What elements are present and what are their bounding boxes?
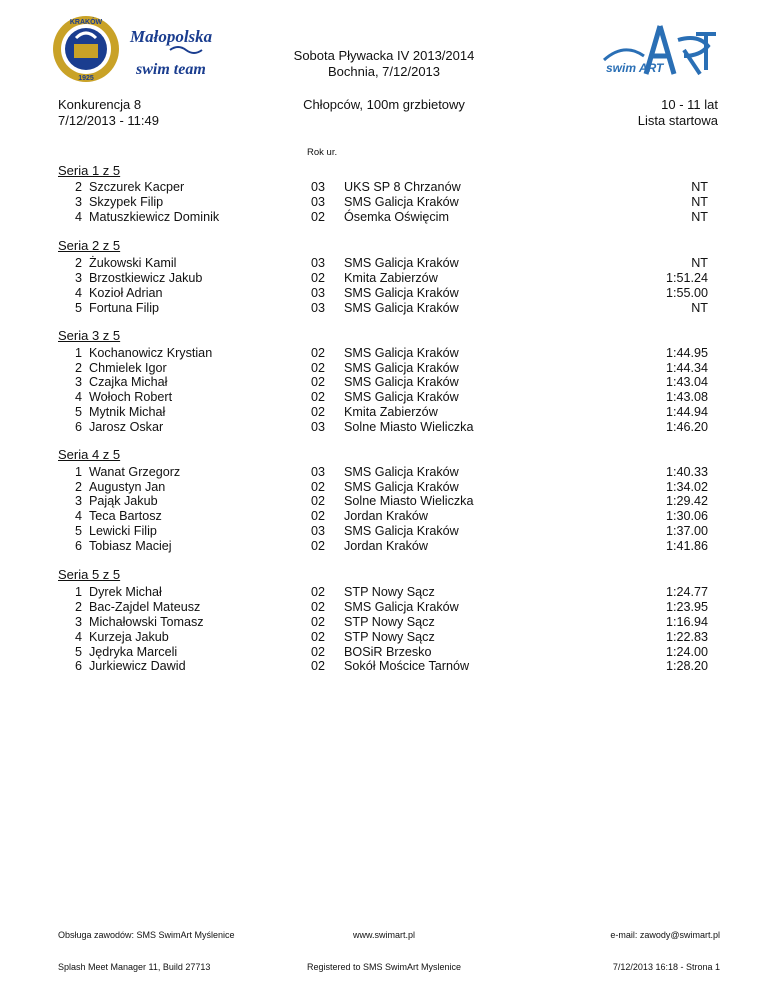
table-row (0, 346, 768, 361)
swimmer-name: Jurkiewicz Dawid (89, 659, 186, 673)
club: SMS Galicja Kraków (344, 286, 459, 300)
meet-title: Sobota Pływacka IV 2013/2014 (293, 48, 475, 63)
club: SMS Galicja Kraków (344, 375, 459, 389)
entry-time: NT (691, 195, 708, 209)
heat-title: Seria 2 z 5 (58, 238, 121, 253)
table-row (0, 195, 768, 210)
swimmer-name: Teca Bartosz (89, 509, 162, 523)
swimmer-name: Mytnik Michał (89, 405, 166, 419)
club: UKS SP 8 Chrzanów (344, 180, 461, 194)
table-row (0, 645, 768, 660)
swimmer-name: Brzostkiewicz Jakub (89, 271, 203, 285)
table-row (0, 256, 768, 271)
birth-year: 02 (311, 645, 326, 659)
swimmer-name: Dyrek Michał (89, 585, 162, 599)
birth-year: 02 (311, 539, 326, 553)
table-row (0, 361, 768, 376)
table-row (0, 524, 768, 539)
logo-script-bottom: swim team (136, 61, 206, 78)
swimmer-name: Augustyn Jan (89, 480, 166, 494)
entry-time: 1:55.00 (665, 286, 708, 300)
swimart-logo-text: swim ART (606, 61, 664, 75)
club: Kmita Zabierzów (344, 405, 438, 419)
year-column-label: Rok ur. (307, 147, 338, 158)
club: Kmita Zabierzów (344, 271, 438, 285)
entry-time: 1:37.00 (665, 524, 708, 538)
swimmer-name: Jędryka Marceli (89, 645, 178, 659)
entry-time: 1:16.94 (665, 615, 708, 629)
birth-year: 02 (311, 509, 326, 523)
swimmer-name: Wanat Grzegorz (89, 465, 181, 479)
lane: 2 (74, 180, 82, 194)
swimmer-name: Matuszkiewicz Dominik (89, 210, 220, 224)
club: Jordan Kraków (344, 539, 428, 553)
birth-year: 03 (311, 301, 326, 315)
age-group: 10 - 11 lat (661, 97, 718, 112)
table-row (0, 420, 768, 435)
footer-organizer: Obsługa zawodów: SMS SwimArt Myślenice (58, 930, 235, 940)
heat-title: Seria 3 z 5 (58, 328, 121, 343)
table-row (0, 659, 768, 674)
entry-time: NT (691, 210, 708, 224)
entry-time: 1:44.94 (665, 405, 708, 419)
lane: 4 (74, 630, 82, 644)
birth-year: 03 (311, 180, 326, 194)
table-row (0, 390, 768, 405)
entry-time: 1:43.04 (665, 375, 708, 389)
club: SMS Galicja Kraków (344, 480, 459, 494)
table-row (0, 615, 768, 630)
lane: 6 (74, 539, 82, 553)
birth-year: 02 (311, 271, 326, 285)
swimmer-name: Kozioł Adrian (89, 286, 163, 300)
birth-year: 02 (311, 346, 326, 360)
entry-time: 1:24.00 (665, 645, 708, 659)
logo-text-top: KRAKÓW (69, 19, 103, 26)
entry-time: 1:24.77 (665, 585, 708, 599)
club: Jordan Kraków (344, 509, 428, 523)
birth-year: 02 (311, 375, 326, 389)
lane: 3 (74, 494, 82, 508)
lane: 3 (74, 615, 82, 629)
club: SMS Galicja Kraków (344, 256, 459, 270)
lane: 4 (74, 286, 82, 300)
club: SMS Galicja Kraków (344, 390, 459, 404)
birth-year: 02 (311, 390, 326, 404)
club: STP Nowy Sącz (344, 585, 435, 599)
swimmer-name: Szczurek Kacper (89, 180, 185, 194)
birth-year: 02 (311, 585, 326, 599)
entry-time: 1:29.42 (665, 494, 708, 508)
club: SMS Galicja Kraków (344, 301, 459, 315)
birth-year: 02 (311, 630, 326, 644)
footer-registered: Registered to SMS SwimArt Myslenice (306, 962, 462, 972)
entry-time: NT (691, 301, 708, 315)
entry-time: 1:22.83 (665, 630, 708, 644)
logo-script-top: Małopolska (130, 27, 213, 46)
lane: 4 (74, 390, 82, 404)
club: SMS Galicja Kraków (344, 524, 459, 538)
birth-year: 02 (311, 494, 326, 508)
lane: 2 (74, 256, 82, 270)
birth-year: 02 (311, 600, 326, 614)
birth-year: 02 (311, 615, 326, 629)
lane: 2 (74, 361, 82, 375)
swimmer-name: Michałowski Tomasz (89, 615, 204, 629)
lane: 5 (74, 645, 82, 659)
birth-year: 02 (311, 361, 326, 375)
entry-time: NT (691, 256, 708, 270)
footer-printed: 7/12/2013 16:18 - Strona 1 (612, 962, 720, 972)
swimmer-name: Pająk Jakub (89, 494, 158, 508)
club: BOSiR Brzesko (344, 645, 432, 659)
entry-time: 1:43.08 (665, 390, 708, 404)
table-row (0, 600, 768, 615)
swimmer-name: Fortuna Filip (89, 301, 159, 315)
birth-year: 03 (311, 195, 326, 209)
table-row (0, 375, 768, 390)
swimmer-name: Lewicki Filip (89, 524, 157, 538)
club: SMS Galicja Kraków (344, 600, 459, 614)
birth-year: 03 (311, 256, 326, 270)
entry-time: NT (691, 180, 708, 194)
table-row (0, 509, 768, 524)
club: SMS Galicja Kraków (344, 361, 459, 375)
swimmer-name: Bac-Zajdel Mateusz (89, 600, 201, 614)
table-row (0, 465, 768, 480)
heat-title: Seria 4 z 5 (58, 447, 121, 462)
club: STP Nowy Sącz (344, 630, 435, 644)
lane: 2 (74, 600, 82, 614)
table-row (0, 585, 768, 600)
lane: 1 (74, 465, 82, 479)
swimmer-name: Chmielek Igor (89, 361, 167, 375)
entry-time: 1:44.34 (665, 361, 708, 375)
heat-title: Seria 1 z 5 (58, 163, 121, 178)
swimmer-name: Skzypek Filip (89, 195, 164, 209)
footer-email: e-mail: zawody@swimart.pl (610, 930, 720, 940)
lane: 1 (74, 346, 82, 360)
entry-time: 1:23.95 (665, 600, 708, 614)
meet-place-date: Bochnia, 7/12/2013 (327, 64, 441, 79)
footer-software: Splash Meet Manager 11, Build 27713 (58, 962, 211, 972)
table-row (0, 180, 768, 195)
swimmer-name: Tobiasz Maciej (89, 539, 172, 553)
club: Ósemka Oświęcim (344, 210, 449, 224)
table-row (0, 480, 768, 495)
table-row (0, 630, 768, 645)
birth-year: 02 (311, 480, 326, 494)
footer-website: www.swimart.pl (352, 930, 415, 940)
swimmer-name: Kochanowicz Krystian (89, 346, 213, 360)
club: SMS Galicja Kraków (344, 195, 459, 209)
lane: 4 (74, 509, 82, 523)
entry-time: 1:40.33 (665, 465, 708, 479)
birth-year: 02 (311, 659, 326, 673)
lane: 1 (74, 585, 82, 599)
table-row (0, 271, 768, 286)
club: Sokół Mościce Tarnów (344, 659, 470, 673)
lane: 3 (74, 375, 82, 389)
table-row (0, 210, 768, 225)
table-row (0, 539, 768, 554)
swimmer-name: Żukowski Kamil (89, 256, 177, 270)
table-row (0, 286, 768, 301)
lane: 5 (74, 405, 82, 419)
birth-year: 02 (311, 210, 326, 224)
club: Solne Miasto Wieliczka (344, 420, 474, 434)
lane: 6 (74, 420, 82, 434)
entry-time: 1:28.20 (665, 659, 708, 673)
lane: 2 (74, 480, 82, 494)
event-name: Chłopców, 100m grzbietowy (303, 97, 465, 112)
entry-time: 1:41.86 (665, 539, 708, 553)
swimmer-name: Czajka Michał (89, 375, 168, 389)
swimmer-name: Kurzeja Jakub (89, 630, 169, 644)
club: SMS Galicja Kraków (344, 465, 459, 479)
entry-time: 1:30.06 (665, 509, 708, 523)
lane: 3 (74, 195, 82, 209)
lane: 5 (74, 524, 82, 538)
list-type: Lista startowa (637, 113, 718, 128)
entry-time: 1:51.24 (665, 271, 708, 285)
entry-time: 1:34.02 (665, 480, 708, 494)
swimmer-name: Jarosz Oskar (89, 420, 164, 434)
table-row (0, 301, 768, 316)
table-row (0, 405, 768, 420)
logo-text-year: 1925 (78, 75, 94, 82)
lane: 3 (74, 271, 82, 285)
event-label: Konkurencja 8 (58, 97, 142, 112)
table-row (0, 494, 768, 509)
birth-year: 03 (311, 465, 326, 479)
club: SMS Galicja Kraków (344, 346, 459, 360)
birth-year: 02 (311, 405, 326, 419)
heat-title: Seria 5 z 5 (58, 567, 121, 582)
club: Solne Miasto Wieliczka (344, 494, 474, 508)
entry-time: 1:46.20 (665, 420, 708, 434)
club: STP Nowy Sącz (344, 615, 435, 629)
birth-year: 03 (311, 420, 326, 434)
entry-time: 1:44.95 (665, 346, 708, 360)
lane: 6 (74, 659, 82, 673)
birth-year: 03 (311, 286, 326, 300)
lane: 5 (74, 301, 82, 315)
lane: 4 (74, 210, 82, 224)
event-datetime: 7/12/2013 - 11:49 (58, 113, 159, 128)
swimmer-name: Wołoch Robert (89, 390, 173, 404)
birth-year: 03 (311, 524, 326, 538)
